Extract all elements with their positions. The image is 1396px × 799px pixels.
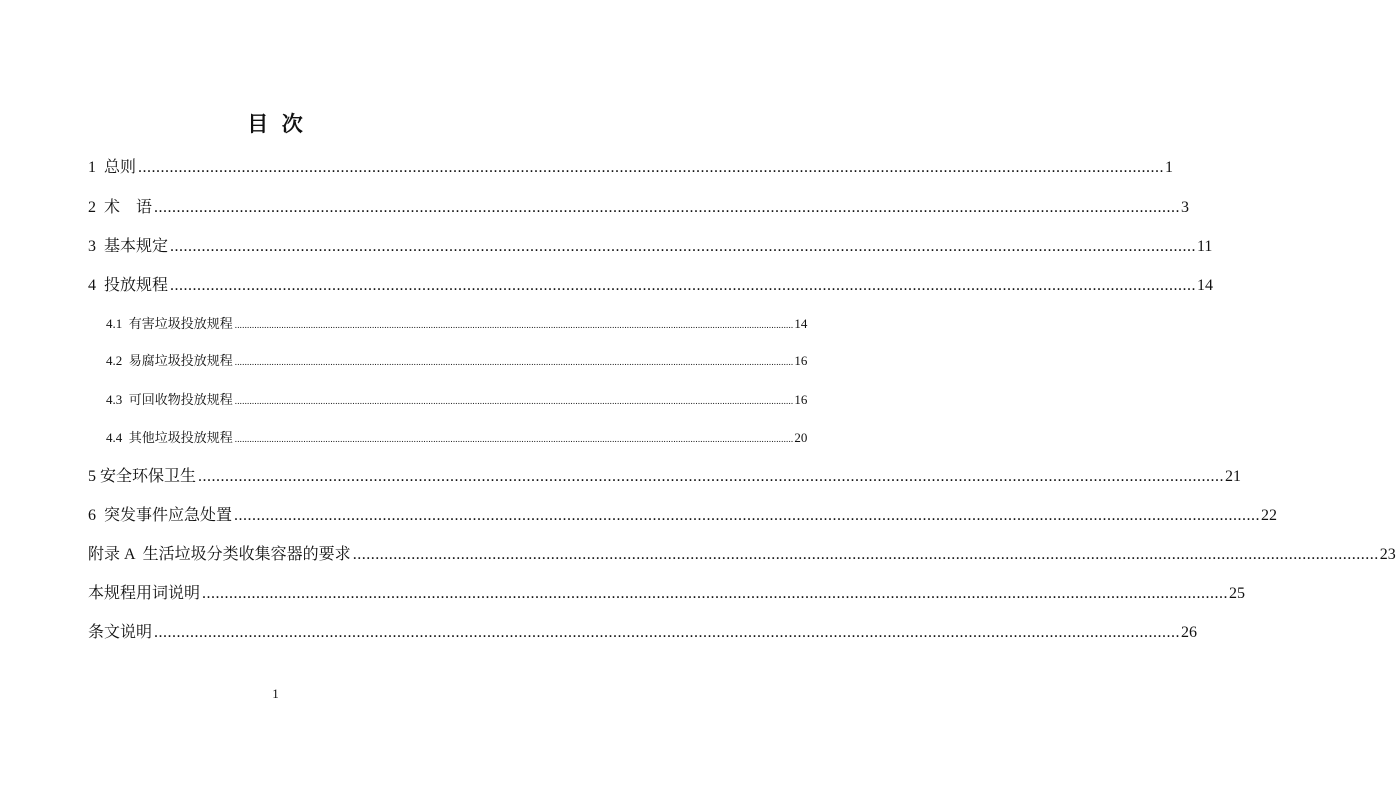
toc-entry-label: 5 安全环保卫生 — [88, 468, 197, 485]
toc-entry-safety-environment[interactable] — [88, 463, 1242, 486]
toc-entry-page-number: 14 — [1197, 277, 1214, 294]
toc-dot-leader: .................................................................................................................................................................................................................................... — [234, 357, 794, 367]
toc-entry-clause-explanation[interactable] — [88, 619, 1198, 642]
toc-entry-label: 4.3 可回收物投放规程 — [106, 392, 233, 407]
toc-entry-label: 6 突发事件应急处置 — [88, 507, 233, 524]
toc-entry-basic-rules[interactable] — [88, 233, 1213, 256]
toc-entry-page-number: 3 — [1181, 199, 1190, 216]
toc-dot-leader: .................................................................................................................................................................................................................................... — [234, 396, 794, 406]
toc-entry-page-number: 14 — [794, 316, 808, 331]
toc-entry-label: 1 总则 — [88, 159, 137, 176]
toc-entry-terms[interactable] — [88, 194, 1190, 217]
toc-entry-general[interactable] — [88, 154, 1174, 177]
toc-dot-leader: .................................................................................................................................................................................................................................... — [170, 277, 1197, 294]
toc-entry-page-number: 26 — [1181, 624, 1198, 641]
toc-entry-label: 本规程用词说明 — [88, 585, 201, 602]
toc-dot-leader: .................................................................................................................................................................................................................................... — [202, 585, 1229, 602]
toc-entry-label: 4.1 有害垃圾投放规程 — [106, 316, 233, 331]
toc-entry-page-number: 23 — [1379, 546, 1396, 563]
toc-dot-leader: .................................................................................................................................................................................................................................... — [154, 199, 1181, 216]
toc-entry-page-number: 21 — [1225, 468, 1242, 485]
toc-entry-label: 附录 A 生活垃圾分类收集容器的要求 — [88, 546, 351, 563]
toc-entry-disposal-rules[interactable] — [88, 272, 1214, 295]
toc-entry-page-number: 1 — [1165, 159, 1174, 176]
toc-subentry-perishable-waste[interactable] — [106, 350, 808, 369]
toc-entry-label: 条文说明 — [88, 624, 153, 641]
toc-entry-page-number: 25 — [1229, 585, 1246, 602]
toc-entry-label: 2 术 语 — [88, 199, 153, 216]
toc-subentry-hazardous-waste[interactable] — [106, 313, 808, 332]
footer-page-number: 1 — [272, 686, 279, 701]
toc-dot-leader: .................................................................................................................................................................................................................................... — [138, 159, 1165, 176]
toc-entry-page-number: 20 — [794, 430, 808, 445]
toc-subentry-recyclables[interactable] — [106, 389, 808, 408]
toc-entry-label: 4 投放规程 — [88, 277, 169, 294]
toc-dot-leader: .................................................................................................................................................................................................................................... — [352, 546, 1379, 563]
toc-entry-page-number: 16 — [794, 353, 808, 368]
toc-entry-wording-explanation[interactable] — [88, 580, 1246, 603]
toc-entry-page-number: 11 — [1197, 238, 1213, 255]
toc-dot-leader: .................................................................................................................................................................................................................................... — [154, 624, 1181, 641]
toc-dot-leader: .................................................................................................................................................................................................................................... — [198, 468, 1225, 485]
toc-entry-appendix-a[interactable] — [88, 541, 1396, 564]
toc-entry-label: 3 基本规定 — [88, 238, 169, 255]
toc-entry-emergency-response[interactable] — [88, 502, 1278, 525]
toc-dot-leader: .................................................................................................................................................................................................................................... — [234, 434, 794, 444]
toc-entry-label: 4.2 易腐垃圾投放规程 — [106, 353, 233, 368]
toc-entry-page-number: 16 — [794, 392, 808, 407]
page-title: 目 次 — [247, 112, 304, 136]
toc-entry-label: 4.4 其他垃圾投放规程 — [106, 430, 233, 445]
toc-subentry-other-waste[interactable] — [106, 427, 808, 446]
toc-dot-leader: .................................................................................................................................................................................................................................... — [234, 507, 1261, 524]
toc-dot-leader: .................................................................................................................................................................................................................................... — [170, 238, 1197, 255]
toc-dot-leader: .................................................................................................................................................................................................................................... — [234, 320, 794, 330]
toc-entry-page-number: 22 — [1261, 507, 1278, 524]
